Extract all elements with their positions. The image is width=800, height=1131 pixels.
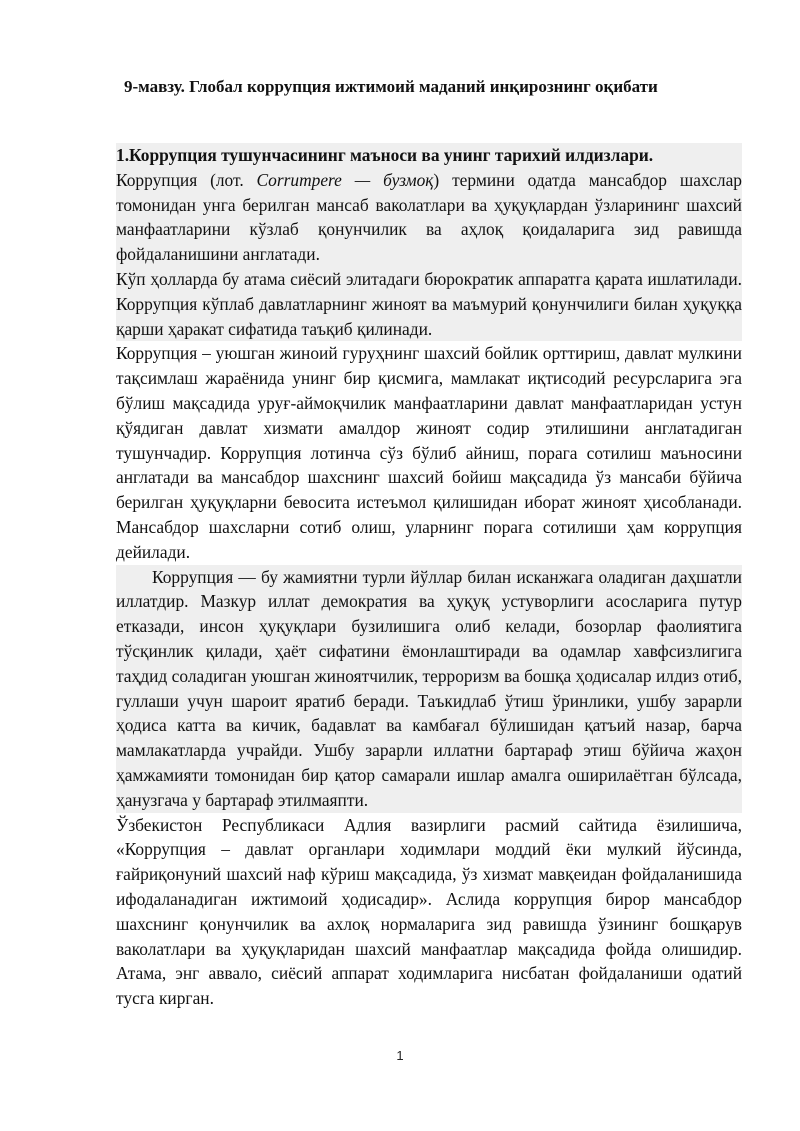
paragraph-1-lead: Коррупция (лот. [116, 169, 257, 190]
paragraph-5: Ўзбекистон Республикаси Адлия вазирлиги расмий сайтида ёзилишича, «Коррупция – давлат органлари ходимлари моддий ёки мулкий йўсинда, ғайриқонуний шахсий наф кўриш мақсадида, ўз хизмат мавқеидан фойдаланишида ифодаланадиган ижтимоий ҳодисадир». Аслида коррупция бирор мансабдор шахснинг қонунчилик ва ахлоқ нормаларига зид равишда ўзининг бошқарув ваколатлари ва ҳуқуқларидан шахсий манфаатлар мақсадида фойда олишидир. Атама, энг аввало, сиёсий аппарат ходимларига нисбатан фойдаланиши одатий тусга кирган. [116, 814, 742, 1009]
page-number: 1 [396, 1048, 404, 1063]
section-heading: 1.Коррупция тушунчасининг маъноси ва унинг тарихий илдизлари. [116, 143, 742, 168]
document-body [116, 143, 742, 1011]
latin-term: Corrumpere — бузмоқ [256, 169, 434, 190]
paragraph-1 [116, 168, 742, 267]
paragraph-1-rest: ) термини одатда мансабдор шахслар томонидан унга берилган мансаб ваколатлари ва ҳуқуқлардан ўзларининг шахсий манфаатларини кўзлаб қонунчилик ва аҳлоқ қоидаларига зид равишда фойдаланишини англатади. [116, 169, 742, 265]
paragraph-2: Кўп ҳолларда бу атама сиёсий элитадаги бюрократик аппаратга қарата ишлатилади. Коррупция кўплаб давлатларнинг жиноят ва маъмурий қонунчилиги билан ҳуқуққа қарши ҳаракат сифатида таъқиб қилинади. [116, 267, 742, 341]
document-title: 9-мавзу. Глобал коррупция ижтимоий маданий инқирознинг оқибати [124, 77, 658, 96]
paragraph-3: Коррупция – уюшган жиноий гуруҳнинг шахсий бойлик орттириш, давлат мулкини тақсимлаш жараёнида унинг бир қисмига, мамлакат иқтисодий ресурсларига эга бўлиш мақсадида уруғ-аймоқчилик манфаатларини давлат манфаатларидан устун қўядиган давлат хизмати амалдор жиноят содир этилишини англатадиган тушунчадир. Коррупция лотинча сўз бўлиб айниш, порага сотилиш маъносини англатади ва мансабдор шахснинг шахсий бойиш мақсадида ўз мансаби бўйича берилган ҳуқуқларни бевосита истеъмол қилишидан иборат жиноят ҳисобланади. Мансабдор шахсларни сотиб олиш, уларнинг порага сотилиши ҳам коррупция дейилади. [116, 343, 742, 562]
paragraph-4: Коррупция — бу жамиятни турли йўллар билан исканжага оладиган даҳшатли иллатдир. Мазкур иллат демократия ва ҳуқуқ устуворлиги асосларига путур етказади, инсон ҳуқуқлари бузилишига олиб келади, бозорлар фаолиятига тўсқинлик қилади, ҳаёт сифатини ёмонлаштиради ва одамлар хавфсизлигига таҳдид соладиган уюшган жиноятчилик, терроризм ва бошқа ҳодисалар илдиз отиб, гуллаши учун шароит яратиб беради. Таъкидлаб ўтиш ўринлики, ушбу зарарли ҳодиса катта ва кичик, бадавлат ва камбағал бўлишидан қатъий назар, барча мамлакатларда учрайди. Ушбу зарарли иллатни бартараф этиш бўйича жаҳон ҳамжамияти томонидан бир қатор самарали ишлар амалга оширилаётган бўлсада, ҳанузгача у бартараф этилмаяпти. [116, 565, 742, 813]
